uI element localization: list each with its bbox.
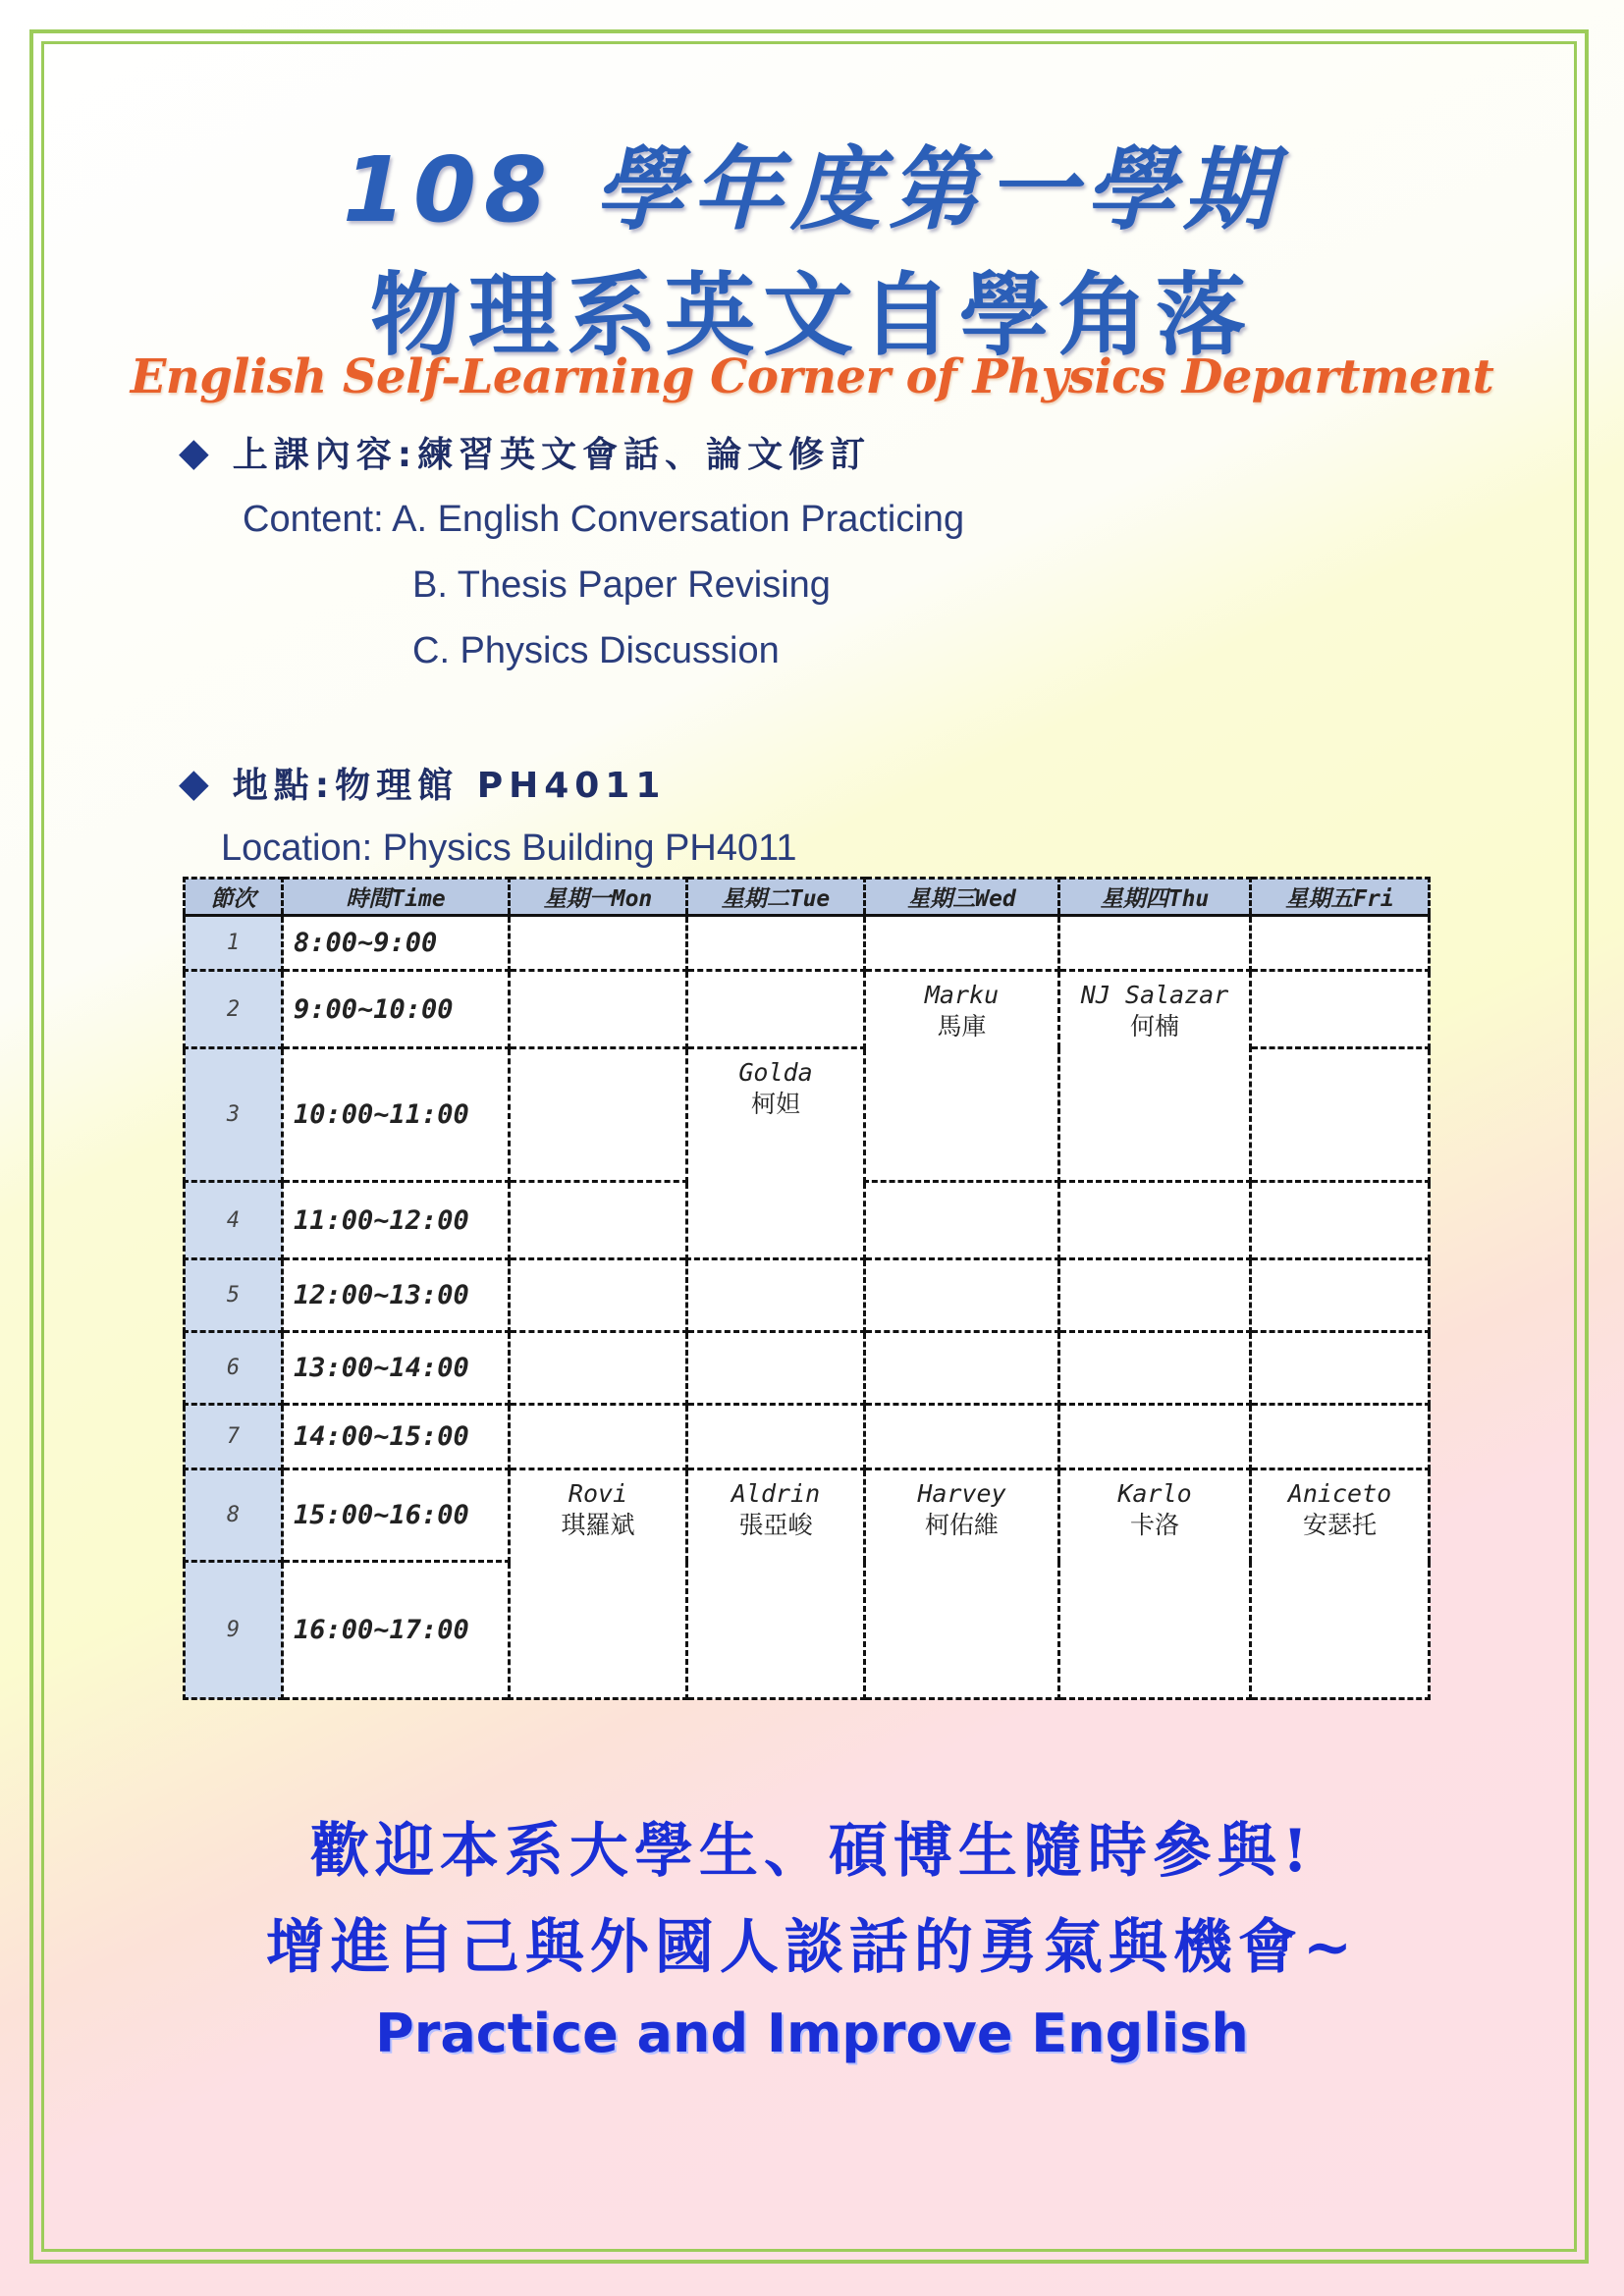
period-time: 9:00~10:00 (283, 971, 510, 1048)
tutor-name-zh: 何楠 (1129, 1012, 1179, 1041)
tutor-cell-mon-8 (510, 1469, 687, 1699)
title-term: 108 學年度第一學期 (342, 137, 1282, 242)
tutor-name-zh: 柯妲 (750, 1090, 800, 1118)
tutor-name-zh: 張亞峻 (738, 1511, 813, 1539)
tutor-name-en: Aniceto (1287, 1479, 1392, 1508)
period-number: 7 (185, 1405, 283, 1469)
tutor-name-en: Golda (738, 1058, 813, 1087)
header-thu: 星期四Thu (1059, 879, 1251, 916)
location-english: Location: Physics Building PH4011 (221, 828, 797, 869)
content-item-c: C. Physics Discussion (412, 630, 780, 671)
tutor-cell-wed-8 (865, 1469, 1059, 1699)
period-time: 10:00~11:00 (283, 1048, 510, 1182)
header-time: 時間Time (283, 879, 510, 916)
tutor-name-en: Harvey (917, 1479, 1006, 1508)
tutor-name-zh: 柯佑維 (924, 1511, 999, 1539)
content-heading (179, 427, 871, 477)
tutor-name-en: Marku (924, 981, 1000, 1009)
content-prefix: Content: (243, 499, 384, 540)
period-number: 5 (185, 1259, 283, 1332)
period-time: 11:00~12:00 (283, 1182, 510, 1259)
period-number: 6 (185, 1332, 283, 1405)
header-mon: 星期一Mon (510, 879, 687, 916)
table-row (185, 1259, 1430, 1332)
welcome-line-2: 增進自己與外國人談話的勇氣與機會~ (265, 1913, 1359, 1982)
period-time: 15:00~16:00 (283, 1469, 510, 1562)
tutor-cell-thu-8 (1059, 1469, 1251, 1699)
title-main: 物理系英文自學角落 (369, 263, 1254, 368)
tutor-cell-wed-2 (865, 971, 1059, 1182)
table-row (185, 1332, 1430, 1405)
tutor-name-zh: 安瑟托 (1302, 1511, 1377, 1539)
period-number: 1 (185, 916, 283, 971)
header-tue: 星期二Tue (687, 879, 865, 916)
content-item-b: B. Thesis Paper Revising (412, 564, 831, 606)
tutor-name-en: NJ Salazar (1080, 981, 1229, 1009)
schedule-table (183, 877, 1431, 1700)
table-row (185, 1469, 1430, 1562)
tutor-name-en: Karlo (1117, 1479, 1192, 1508)
welcome-line-1: 歡迎本系大學生、碩博生隨時參與! (309, 1817, 1315, 1886)
table-row (185, 971, 1430, 1048)
content-item-a-text: A. English Conversation Practicing (392, 499, 965, 540)
period-number: 2 (185, 971, 283, 1048)
period-number: 8 (185, 1469, 283, 1562)
tutor-name-en: Rovi (568, 1479, 628, 1508)
diamond-bullet-icon: ◆ (179, 760, 209, 806)
tutor-cell-tue-8 (687, 1469, 865, 1699)
practice-english-slogan: Practice and Improve English (375, 2002, 1249, 2064)
tutor-cell-thu-2 (1059, 971, 1251, 1182)
subtitle-english: English Self-Learning Corner of Physics Department (130, 349, 1494, 404)
header-period: 節次 (185, 879, 283, 916)
period-time: 16:00~17:00 (283, 1562, 510, 1699)
period-time: 13:00~14:00 (283, 1332, 510, 1405)
table-row (185, 1405, 1430, 1469)
header-fri: 星期五Fri (1251, 879, 1430, 916)
tutor-name-zh: 馬庫 (937, 1012, 987, 1041)
header-wed: 星期三Wed (865, 879, 1059, 916)
location-heading (179, 758, 666, 808)
tutor-name-zh: 琪羅斌 (561, 1511, 635, 1539)
tutor-name-zh: 卡洛 (1129, 1511, 1179, 1539)
tutor-name-en: Aldrin (731, 1479, 821, 1508)
tutor-cell-fri-8 (1251, 1469, 1430, 1699)
location-heading-text: 地點:物理館 PH4011 (232, 766, 667, 806)
period-time: 12:00~13:00 (283, 1259, 510, 1332)
period-number: 3 (185, 1048, 283, 1182)
content-heading-text: 上課內容:練習英文會話、論文修訂 (232, 435, 872, 475)
table-header-row (185, 879, 1430, 916)
table-row (185, 916, 1430, 971)
period-time: 8:00~9:00 (283, 916, 510, 971)
period-number: 4 (185, 1182, 283, 1259)
period-number: 9 (185, 1562, 283, 1699)
period-time: 14:00~15:00 (283, 1405, 510, 1469)
tutor-cell-tue-3 (687, 1048, 865, 1259)
content-item-a (243, 499, 964, 541)
diamond-bullet-icon: ◆ (179, 429, 209, 475)
